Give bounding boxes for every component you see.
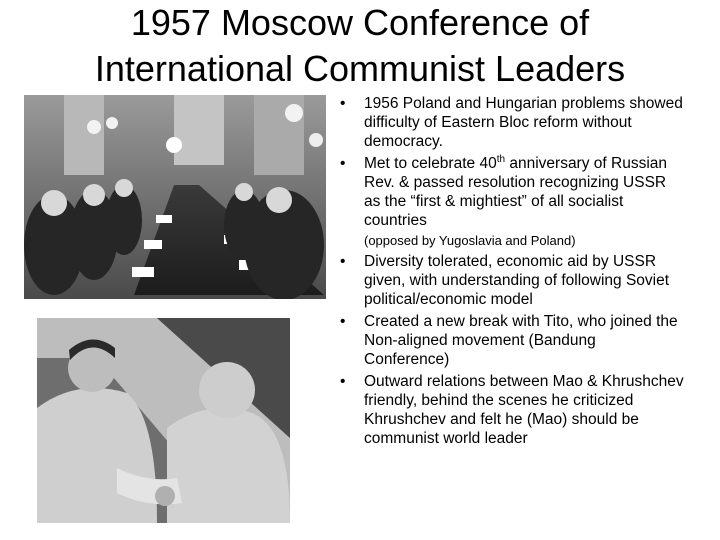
bullet-text-pre: Met to celebrate 40 xyxy=(364,155,497,172)
title-line-1: 1957 Moscow Conference of xyxy=(130,2,590,43)
bullet-text: 1956 Poland and Hungarian problems showed difficulty of Eastern Bloc reform without democracy. xyxy=(364,95,683,150)
bullet-text-superscript: th xyxy=(496,153,506,165)
bullet-list xyxy=(340,94,685,451)
bullet-marker: • xyxy=(340,313,346,330)
bullet-item-4 xyxy=(340,312,685,369)
bullet-marker: • xyxy=(340,155,346,172)
slide-title xyxy=(0,0,720,92)
bullet-marker: • xyxy=(340,373,346,390)
bullet-item-5 xyxy=(340,372,685,448)
bullet-item-2 xyxy=(340,154,685,249)
mao-khrushchev-handshake-photo xyxy=(37,318,290,523)
conference-table-photo xyxy=(24,95,326,299)
title-line-2: International Communist Leaders xyxy=(94,48,626,89)
bullet-item-1 xyxy=(340,94,685,151)
bullet-marker: • xyxy=(340,253,346,270)
bullet-marker: • xyxy=(340,95,346,112)
bullet-item-3 xyxy=(340,252,685,309)
bullet-text: Created a new break with Tito, who joined the Non-aligned movement (Bandung Conference) xyxy=(364,313,678,368)
bullet-text-post: anniversary of Russian Rev. & passed resolution recognizing USSR as the “first & mightiest” of all socialist countries xyxy=(364,155,668,229)
bullet-text: Outward relations between Mao & Khrushchev friendly, behind the scenes he criticized Khrushchev and felt he (Mao) should be communist world leader xyxy=(364,373,684,447)
bullet-note: (opposed by Yugoslavia and Poland) xyxy=(364,233,576,248)
bullet-text: Diversity tolerated, economic aid by USSR given, with understanding of following Soviet political/economic model xyxy=(364,253,670,308)
